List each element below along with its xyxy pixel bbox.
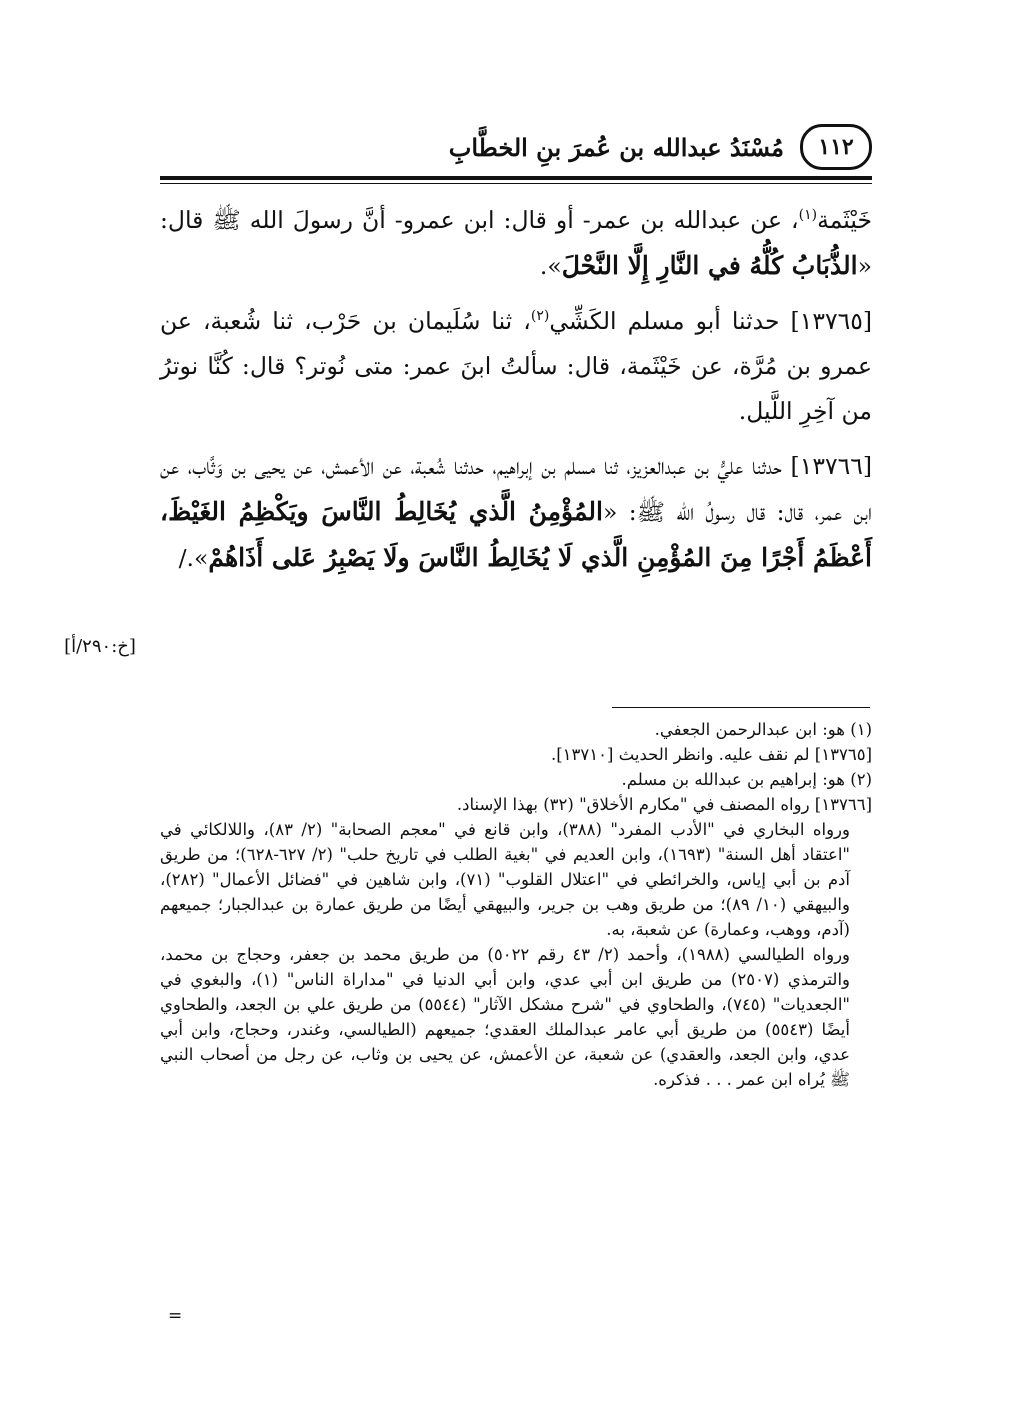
running-title: مُسْنَدُ عبدالله بن عُمرَ بنِ الخطَّابِ: [448, 132, 784, 162]
footnote-2: [١٣٧٦٥] لم نقف عليه. وانظر الحديث [١٣٧١٠].: [550, 745, 872, 764]
continuation-mark: =: [168, 1306, 183, 1326]
page-number-badge: ١١٢: [800, 124, 872, 170]
paragraph-3: [160, 444, 872, 581]
footnote-3: (٢) هو: إبراهيم بن عبدالله بن مسلم.: [621, 770, 872, 789]
main-text: [160, 198, 872, 581]
p2-text-b: ، ثنا سُلَيمان بن حَرْب، ثنا شُعبة، عن عمرو بن مُرَّة، عن خَيْثَمة، قال: سألتُ ابنَ عمر: متى نُوتر؟ قال: كُنَّا نوترُ من آخِرِ اللَّيل.: [160, 307, 872, 425]
footnote-ref-2: (٢): [530, 308, 550, 325]
hadith-number-13765: [١٣٧٦٥]: [790, 307, 873, 335]
hadith-text-2: المُؤْمِنُ الَّذي يُخَالِطُ النَّاسَ ويَكْظِمُ الغَيْظَ، أَعْظَمُ أَجْرًا مِنَ المُؤْمِنِ الَّذي لَا يُخَالِطُ النَّاسَ ولَا يَصْبِرُ عَلى أَذَاهُمْ: [160, 497, 872, 572]
header-rule-thick: [160, 176, 872, 180]
p3-text-a: حدثنا عليُّ بن عبدالعزيز، ثنا مسلم بن إبراهيم، حدثنا شُعبة، عن الأعمش، عن يحيى بن وَثَّاب، عن ابن عمر، قال: قال رسولُ الله ﷺ: «: [160, 452, 872, 526]
footnote-5: ورواه البخاري في "الأدب المفرد" (٣٨٨)، وابن قانع في "معجم الصحابة" (٢/ ٨٣)، واللالكائي في "اعتقاد أهل السنة" (١٦٩٣)، وابن العديم في "بغية الطلب في تاريخ حلب" (٢/ ٦٢٧-٦٢٨)؛ من طريق آدم بن أبي إياس، والخرائطي في "اعتلال القلوب" (٧١)، وابن شاهين في "فضائل الأعمال" (٢٨٢)، والبيهقي (١٠/ ٨٩)؛ من طريق وهب بن جرير، والبيهقي أيضًا من طريق عمارة بن عبدالجبار؛ جميعهم (آدم، ووهب، وعمارة) عن شعبة، به.: [160, 820, 850, 939]
footnote-separator: [612, 707, 870, 708]
paragraph-1: [160, 198, 872, 289]
footnotes: [160, 717, 872, 1092]
p1-text-a: خَيْثَمة: [817, 206, 872, 234]
footnote-4: [١٣٧٦٦] رواه المصنف في "مكارم الأخلاق" (٣٢) بهذا الإسناد.: [456, 795, 872, 814]
footnote-1: (١) هو: ابن عبدالرحمن الجعفي.: [654, 720, 872, 739]
page-header: [160, 118, 872, 176]
p1-text-b: ، عن عبدالله بن عمر- أو قال: ابن عمرو- أنَّ رسولَ الله ﷺ قال: «: [160, 206, 872, 280]
paragraph-2: [160, 299, 872, 434]
p3-end: »./: [178, 544, 209, 572]
header-rule-thin: [160, 183, 872, 184]
p1-end: ».: [539, 252, 562, 280]
footnote-6: ورواه الطيالسي (١٩٨٨)، وأحمد (٢/ ٤٣ رقم ٥٠٢٢) من طريق محمد بن جعفر، وحجاج بن محمد، والترمذي (٢٥٠٧) من طريق ابن أبي عدي، وابن أبي الدنيا في "مداراة الناس" (١)، والبغوي في "الجعديات" (٧٤٥)، والطحاوي في "شرح مشكل الآثار" (٥٥٤٤) من طريق علي بن الجعد، والطحاوي أيضًا (٥٥٤٣) من طريق أبي عامر عبدالملك العقدي؛ جميعهم (الطيالسي، وغندر، وحجاج، وابن أبي عدي، وابن الجعد، والعقدي) عن شعبة، عن الأعمش، عن يحيى بن وثاب، عن رجل من أصحاب النبي ﷺ يُراه ابن عمر . . . فذكره.: [160, 945, 851, 1089]
hadith-text-1: الذُّبَابُ كُلُّهُ في النَّارِ إِلَّا النَّحْلَ: [561, 251, 858, 280]
manuscript-margin-note: [خ:٢٩٠/أ]: [64, 636, 136, 657]
p2-text-a: حدثنا أبو مسلم الكَشِّي: [549, 307, 791, 335]
footnote-ref-1: (١): [798, 207, 818, 224]
hadith-number-13766: [١٣٧٦٦]: [790, 452, 872, 480]
